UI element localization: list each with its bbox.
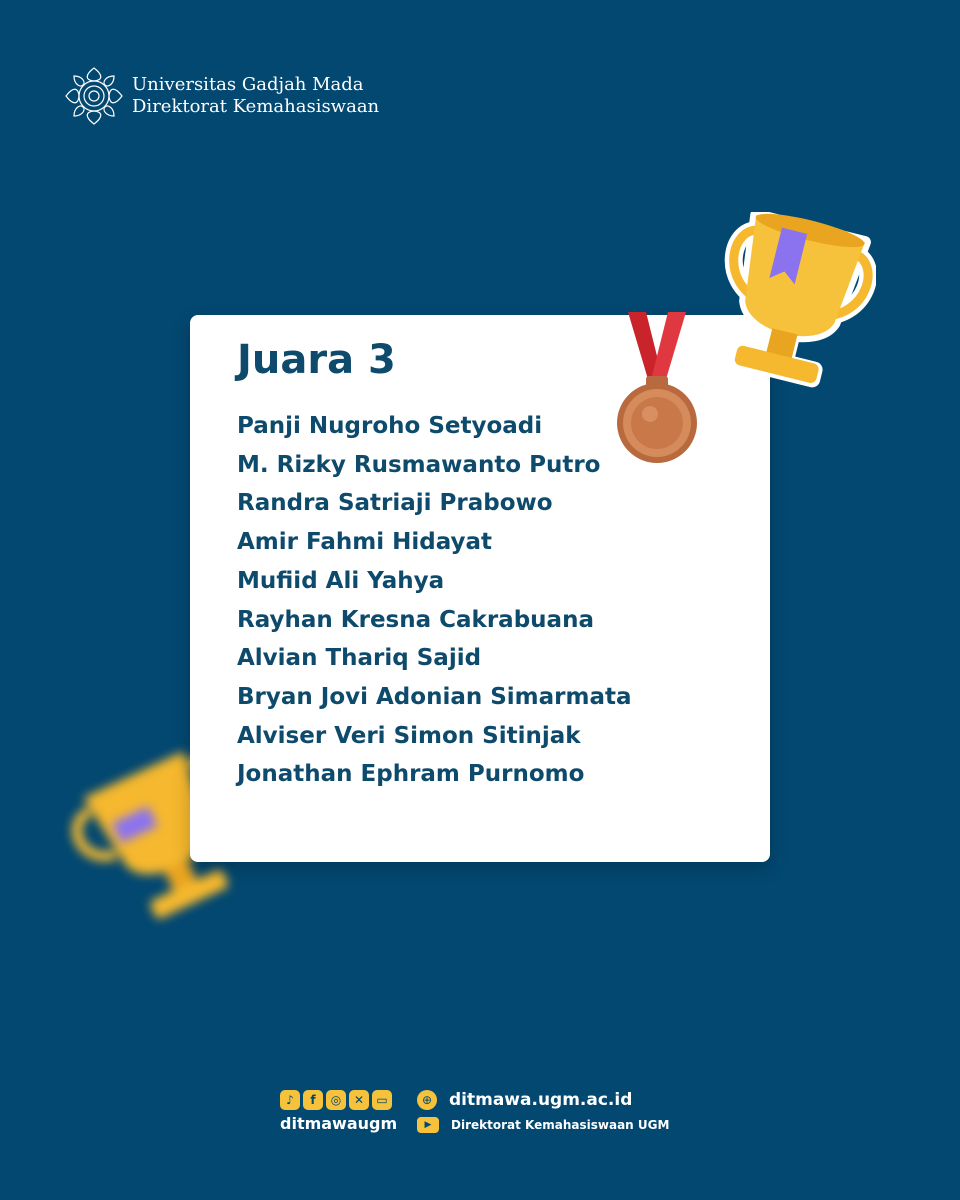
winner-name: Alvian Thariq Sajid xyxy=(237,645,482,672)
gold-trophy-icon xyxy=(706,212,876,394)
line-icon[interactable]: ▭ xyxy=(372,1090,392,1110)
globe-icon: ⊕ xyxy=(417,1090,437,1110)
winner-name: Alviser Veri Simon Sitinjak xyxy=(237,722,581,749)
university-name: Universitas Gadjah Mada xyxy=(132,74,364,95)
instagram-icon[interactable]: ◎ xyxy=(326,1090,346,1110)
website-row[interactable] xyxy=(417,1090,632,1110)
winner-name: Randra Satriaji Prabowo xyxy=(237,490,553,517)
ugm-logo-icon xyxy=(64,66,124,126)
winner-name: Bryan Jovi Adonian Simarmata xyxy=(237,683,632,710)
x-icon[interactable]: ✕ xyxy=(349,1090,369,1110)
winner-name: M. Rizky Rusmawanto Putro xyxy=(237,451,601,478)
bronze-medal-icon xyxy=(612,312,702,472)
winner-name: Jonathan Ephram Purnomo xyxy=(237,761,585,788)
winner-name: Rayhan Kresna Cakrabuana xyxy=(237,606,594,633)
social-icons xyxy=(280,1090,392,1110)
winner-name: Amir Fahmi Hidayat xyxy=(237,529,493,556)
youtube-channel[interactable]: Direktorat Kemahasiswaan UGM xyxy=(451,1118,670,1132)
card-title: Juara 3 xyxy=(237,337,396,383)
winner-name: Mufiid Ali Yahya xyxy=(237,567,445,594)
winner-list xyxy=(237,407,632,794)
tiktok-icon[interactable]: ♪ xyxy=(280,1090,300,1110)
header xyxy=(64,66,379,126)
youtube-icon: ▶ xyxy=(417,1117,439,1133)
footer xyxy=(280,1090,670,1133)
social-handle[interactable]: ditmawaugm xyxy=(280,1114,398,1133)
winner-name: Panji Nugroho Setyoadi xyxy=(237,413,543,439)
youtube-row[interactable] xyxy=(417,1117,669,1133)
facebook-icon[interactable]: f xyxy=(303,1090,323,1110)
directorate-name: Direktorat Kemahasiswaan xyxy=(132,96,380,117)
website-link[interactable]: ditmawa.ugm.ac.id xyxy=(449,1090,633,1110)
